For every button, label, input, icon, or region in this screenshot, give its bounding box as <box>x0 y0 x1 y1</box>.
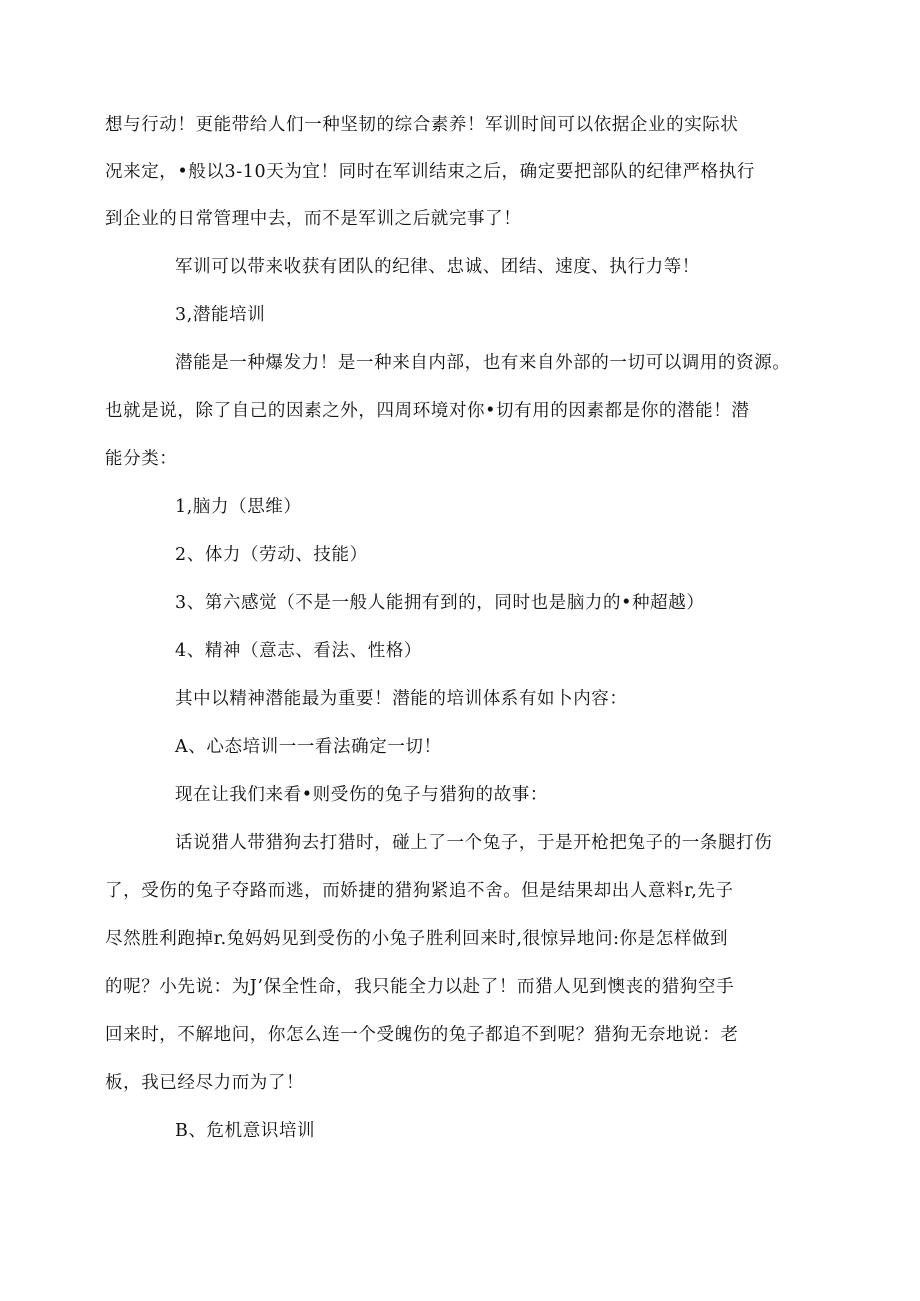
subsection-heading: A、心态培训一一看法确定一切！ <box>175 737 442 757</box>
text-line: 到企业的日常管理中去，而不是军训之后就完事了！ <box>105 209 522 229</box>
text-line: 板，我已经尽力而为了！ <box>105 1073 305 1093</box>
list-item: 3、第六感觉（不是一般人能拥有到的，同时也是脑力的•种超越） <box>175 593 705 613</box>
subsection-heading: B、危机意识培训 <box>175 1121 316 1141</box>
text-line: 其中以精神潜能最为重要！潜能的培训体系有如卜内容： <box>175 689 628 709</box>
text-line: 现在让我们来看•则受伤的兔子与猎狗的故事： <box>175 785 548 805</box>
section-heading: 3,潜能培训 <box>175 305 266 325</box>
text-line: 能分类： <box>105 449 178 469</box>
text-line: 况来定，•般以3-10天为宜！同时在军训结束之后，确定要把部队的纪律严格执行 <box>105 162 755 182</box>
text-line: 也就是说，除了自己的因素之外，四周环境对你•切有用的因素都是你的潜能！潜 <box>105 401 750 421</box>
list-item: 2、体力（劳动、技能） <box>175 545 368 565</box>
text-line: 的呢？小先说：为J’保全性命，我只能全力以赴了！而猎人见到懊丧的猎狗空手 <box>105 977 735 997</box>
text-line: 回来时，不解地问，你怎么连一个受魄伤的兔子都追不到呢？猎狗无奈地说：老 <box>105 1025 739 1045</box>
text-line: 尽然胜利跑掉r.兔妈妈见到受伤的小兔子胜利回来时,很惊异地问:你是怎样做到 <box>105 929 729 949</box>
list-item: 4、精神（意志、看法、性格） <box>175 641 423 661</box>
list-item: 1,脑力（思维） <box>175 497 302 517</box>
text-line: 军训可以带来收获有团队的纪律、忠诚、团结、速度、执行力等！ <box>175 257 700 277</box>
text-line: 话说猎人带猎狗去打猎时，碰上了一个兔子，于是开枪把兔子的一条腿打伤 <box>175 833 773 853</box>
text-line: 了，受伤的兔子夺路而逃，而娇捷的猎狗紧追不舍。但是结果却出人意料r,先子 <box>105 881 734 901</box>
text-line: 潜能是一种爆发力！是一种来自内部，也有来自外部的一切可以调用的资源。 <box>175 353 791 373</box>
text-line: 想与行动！更能带给人们一种坚韧的综合素养！军训时间可以依据企业的实际状 <box>105 115 739 135</box>
